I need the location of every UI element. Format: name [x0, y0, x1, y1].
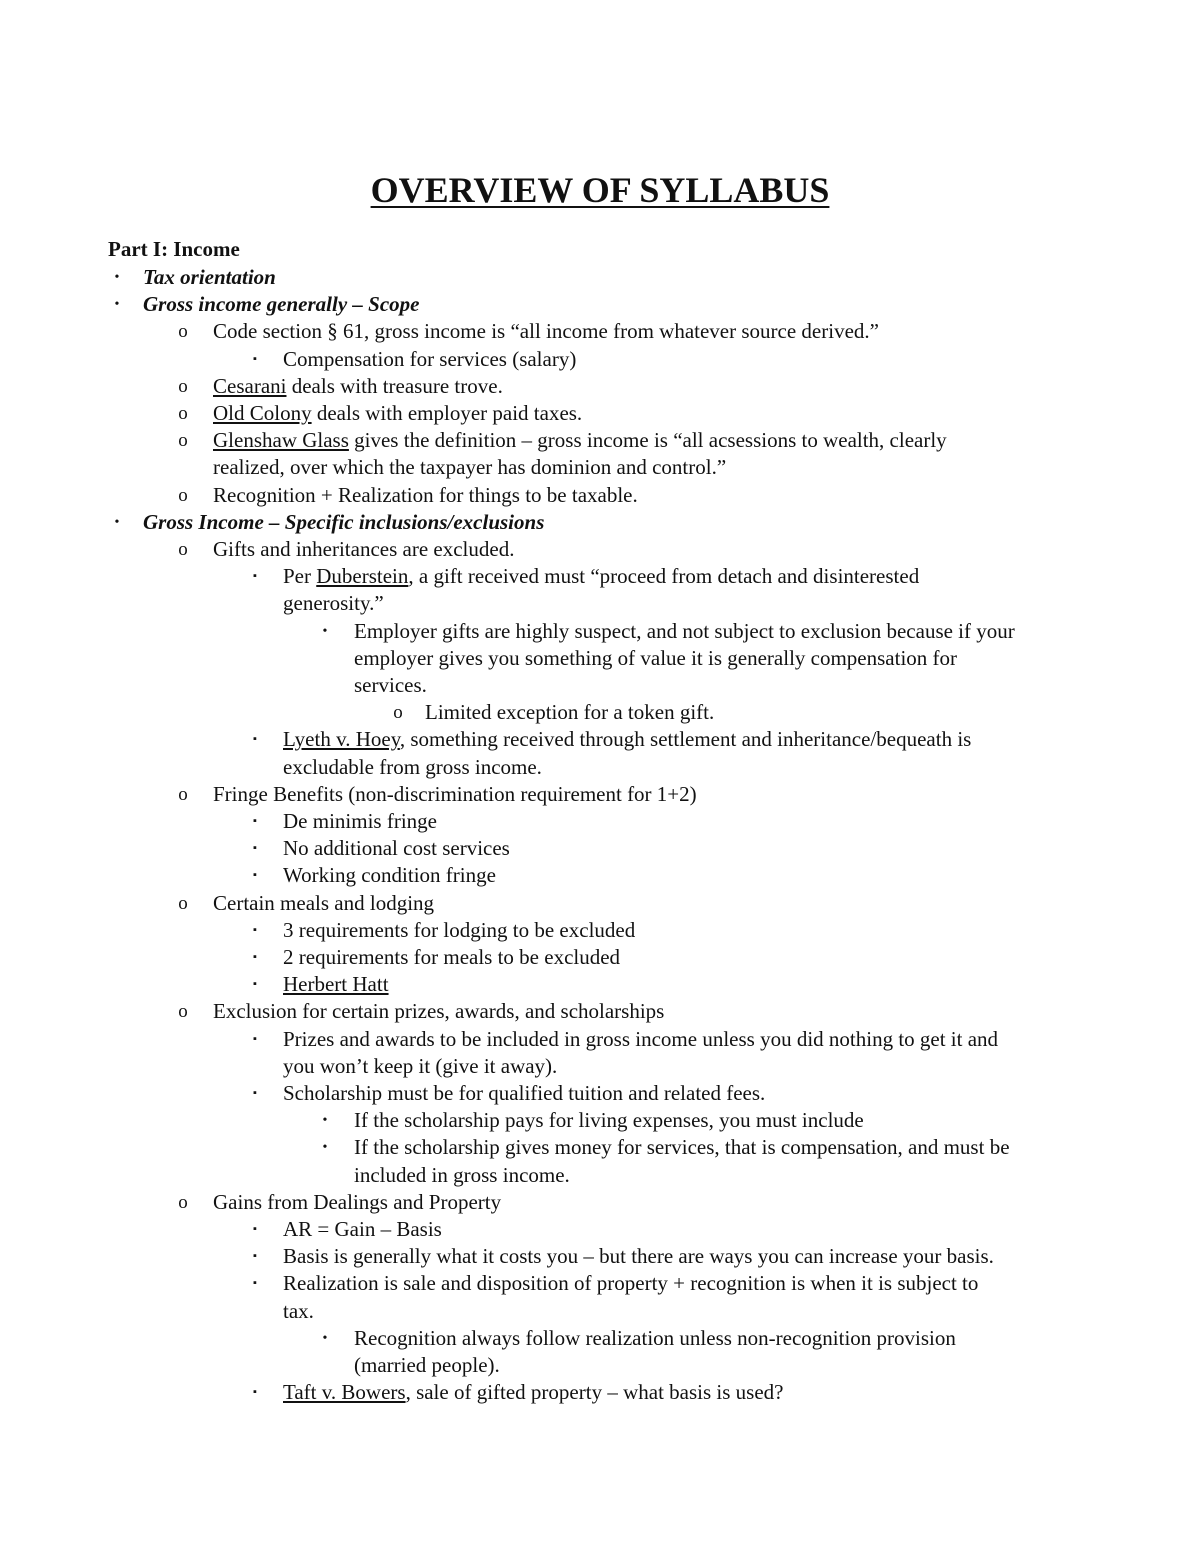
bullet-marker: •: [322, 1330, 328, 1346]
case-name: Herbert Hatt: [283, 972, 389, 997]
outline-line: [283, 590, 384, 617]
case-name: Glenshaw Glass: [213, 428, 349, 453]
outline-line: [143, 291, 419, 318]
bullet-marker: •: [322, 1140, 328, 1156]
outline-line: [283, 1298, 314, 1325]
line-text: Tax orientation: [143, 265, 276, 289]
outline-line: [213, 454, 726, 481]
outline-line: [354, 1134, 1010, 1161]
bullet-marker: ▪: [253, 1087, 257, 1099]
case-name: Duberstein: [316, 564, 409, 589]
part-heading: Part I: Income: [108, 237, 240, 261]
outline-line: [283, 726, 971, 753]
line-text: gives the definition – gross income is “all acsessions to wealth, clearly: [348, 428, 947, 453]
line-text: If the scholarship pays for living expenses, you must include: [354, 1108, 864, 1133]
outline-line: [213, 998, 664, 1025]
outline-line: [283, 944, 620, 971]
outline-line: [283, 862, 496, 889]
line-text: realized, over which the taxpayer has dominion and control.”: [213, 455, 727, 480]
line-text: Per: [283, 564, 317, 589]
bullet-marker: ▪: [253, 869, 257, 882]
bullet-marker: o: [178, 1191, 188, 1213]
bullet-marker: ▪: [253, 1223, 257, 1235]
bullet-marker: ▪: [253, 1250, 257, 1263]
line-text: deals with treasure trove.: [286, 373, 503, 398]
line-text: Realization is sale and disposition of property + recognition is when it is subject to: [283, 1271, 979, 1296]
bullet-marker: ▪: [253, 842, 257, 855]
line-text: Gross income generally – Scope: [143, 292, 420, 317]
bullet-marker: o: [178, 539, 188, 560]
line-text: Recognition + Realization for things to be taxable.: [213, 482, 638, 507]
line-text: No additional cost services: [283, 836, 510, 861]
outline-line: [354, 1325, 956, 1352]
outline-line: [283, 835, 510, 862]
bullet-marker: o: [178, 321, 188, 343]
line-text: employer gives you something of value it is generally compensation for: [354, 645, 958, 670]
line-text: Prizes and awards to be included in gross income unless you did nothing to get it and: [283, 1026, 999, 1051]
bullet-marker: •: [322, 1113, 328, 1129]
outline-line: [283, 1379, 783, 1406]
bullet-marker: •: [114, 270, 120, 285]
outline-line: [143, 509, 544, 536]
outline-line: [425, 699, 714, 726]
bullet-marker: ▪: [253, 923, 257, 936]
line-text: Scholarship must be for qualified tuition and related fees.: [283, 1081, 766, 1105]
line-text: , something received through settlement and inheritance/bequeath is: [399, 727, 972, 752]
case-name: Lyeth v. Hoey: [283, 727, 400, 752]
outline-line: [354, 1352, 500, 1379]
bullet-marker: ▪: [253, 978, 257, 991]
line-text: Recognition always follow realization unless non-recognition provision: [354, 1325, 956, 1350]
outline-line: [354, 645, 957, 672]
outline-line: [213, 536, 514, 563]
outline-line: [354, 618, 1015, 645]
bullet-marker: •: [114, 514, 120, 530]
line-text: services.: [354, 673, 427, 697]
outline-line: [354, 1162, 570, 1189]
outline-line: [213, 318, 879, 345]
line-text: Limited exception for a token gift.: [425, 700, 715, 725]
line-text: AR = Gain – Basis: [283, 1217, 442, 1241]
outline-line: [213, 400, 582, 427]
outline-line: [283, 1270, 978, 1297]
line-text: Gains from Dealings and Property: [213, 1189, 502, 1214]
case-name: Taft v. Bowers: [283, 1380, 406, 1405]
line-text: De minimis fringe: [283, 809, 437, 833]
line-text: Working condition fringe: [283, 863, 496, 888]
line-text: , sale of gifted property – what basis is used?: [405, 1380, 784, 1405]
outline-line: [283, 1080, 765, 1107]
bullet-marker: ▪: [253, 352, 257, 365]
line-text: Employer gifts are highly suspect, and not subject to exclusion because if your: [354, 618, 1015, 643]
page-title: OVERVIEW OF SYLLABUS: [370, 170, 830, 210]
bullet-marker: o: [393, 702, 403, 724]
line-text: deals with employer paid taxes.: [311, 401, 583, 425]
line-text: Certain meals and lodging: [213, 890, 435, 915]
outline-line: [283, 346, 576, 373]
line-text: (married people).: [354, 1353, 500, 1377]
case-name: Old Colony: [213, 401, 312, 425]
bullet-marker: •: [114, 297, 120, 313]
line-text: Gross Income – Specific inclusions/exclusions: [143, 509, 545, 534]
line-text: , a gift received must “proceed from detach and disinterested: [408, 564, 920, 589]
line-text: excludable from gross income.: [283, 754, 542, 779]
bullet-marker: o: [178, 1001, 188, 1023]
outline-line: [283, 808, 437, 835]
bullet-marker: o: [178, 892, 188, 914]
outline-line: [354, 1107, 864, 1134]
line-text: Fringe Benefits (non-discrimination requirement for 1+2): [213, 781, 697, 806]
bullet-marker: ▪: [253, 1386, 257, 1399]
bullet-marker: ▪: [253, 570, 257, 583]
outline-line: [283, 971, 389, 998]
line-text: tax.: [283, 1298, 314, 1323]
case-name: Cesarani: [213, 373, 287, 398]
line-text: Gifts and inheritances are excluded.: [213, 537, 515, 561]
bullet-marker: ▪: [253, 1032, 257, 1045]
outline-line: [213, 890, 434, 917]
outline-line: [213, 1189, 501, 1216]
line-text: you won’t keep it (give it away).: [283, 1053, 558, 1078]
outline-line: [283, 1216, 442, 1243]
bullet-marker: ▪: [253, 733, 257, 746]
outline-line: [283, 1053, 557, 1080]
outline-line: [283, 1026, 998, 1053]
line-text: included in gross income.: [354, 1162, 570, 1187]
outline-line: [354, 672, 427, 699]
bullet-marker: o: [178, 375, 188, 397]
line-text: Code section § 61, gross income is “all income from whatever source derived.”: [213, 319, 879, 344]
outline-line: [213, 482, 638, 509]
bullet-marker: ▪: [253, 1277, 257, 1290]
line-text: Basis is generally what it costs you – but there are ways you can increase your basis.: [283, 1244, 994, 1269]
bullet-marker: o: [178, 403, 188, 424]
bullet-marker: ▪: [253, 815, 257, 827]
outline-line: [283, 1243, 994, 1270]
line-text: Exclusion for certain prizes, awards, and scholarships: [213, 999, 665, 1024]
line-text: If the scholarship gives money for services, that is compensation, and must be: [354, 1135, 1010, 1160]
line-text: Compensation for services (salary): [283, 346, 577, 371]
bullet-marker: o: [178, 783, 188, 805]
line-text: 3 requirements for lodging to be excluded: [283, 917, 636, 942]
outline-line: [283, 754, 542, 781]
outline-line: [213, 373, 503, 400]
bullet-marker: o: [178, 484, 188, 506]
bullet-marker: ▪: [253, 951, 257, 963]
line-text: generosity.”: [283, 591, 384, 616]
outline-line: [143, 264, 276, 291]
bullet-marker: •: [322, 623, 328, 639]
outline-line: [213, 781, 697, 808]
outline-line: [283, 563, 919, 590]
outline-line: [283, 917, 635, 944]
bullet-marker: o: [178, 430, 188, 452]
line-text: 2 requirements for meals to be excluded: [283, 945, 621, 969]
outline-line: [213, 427, 947, 454]
